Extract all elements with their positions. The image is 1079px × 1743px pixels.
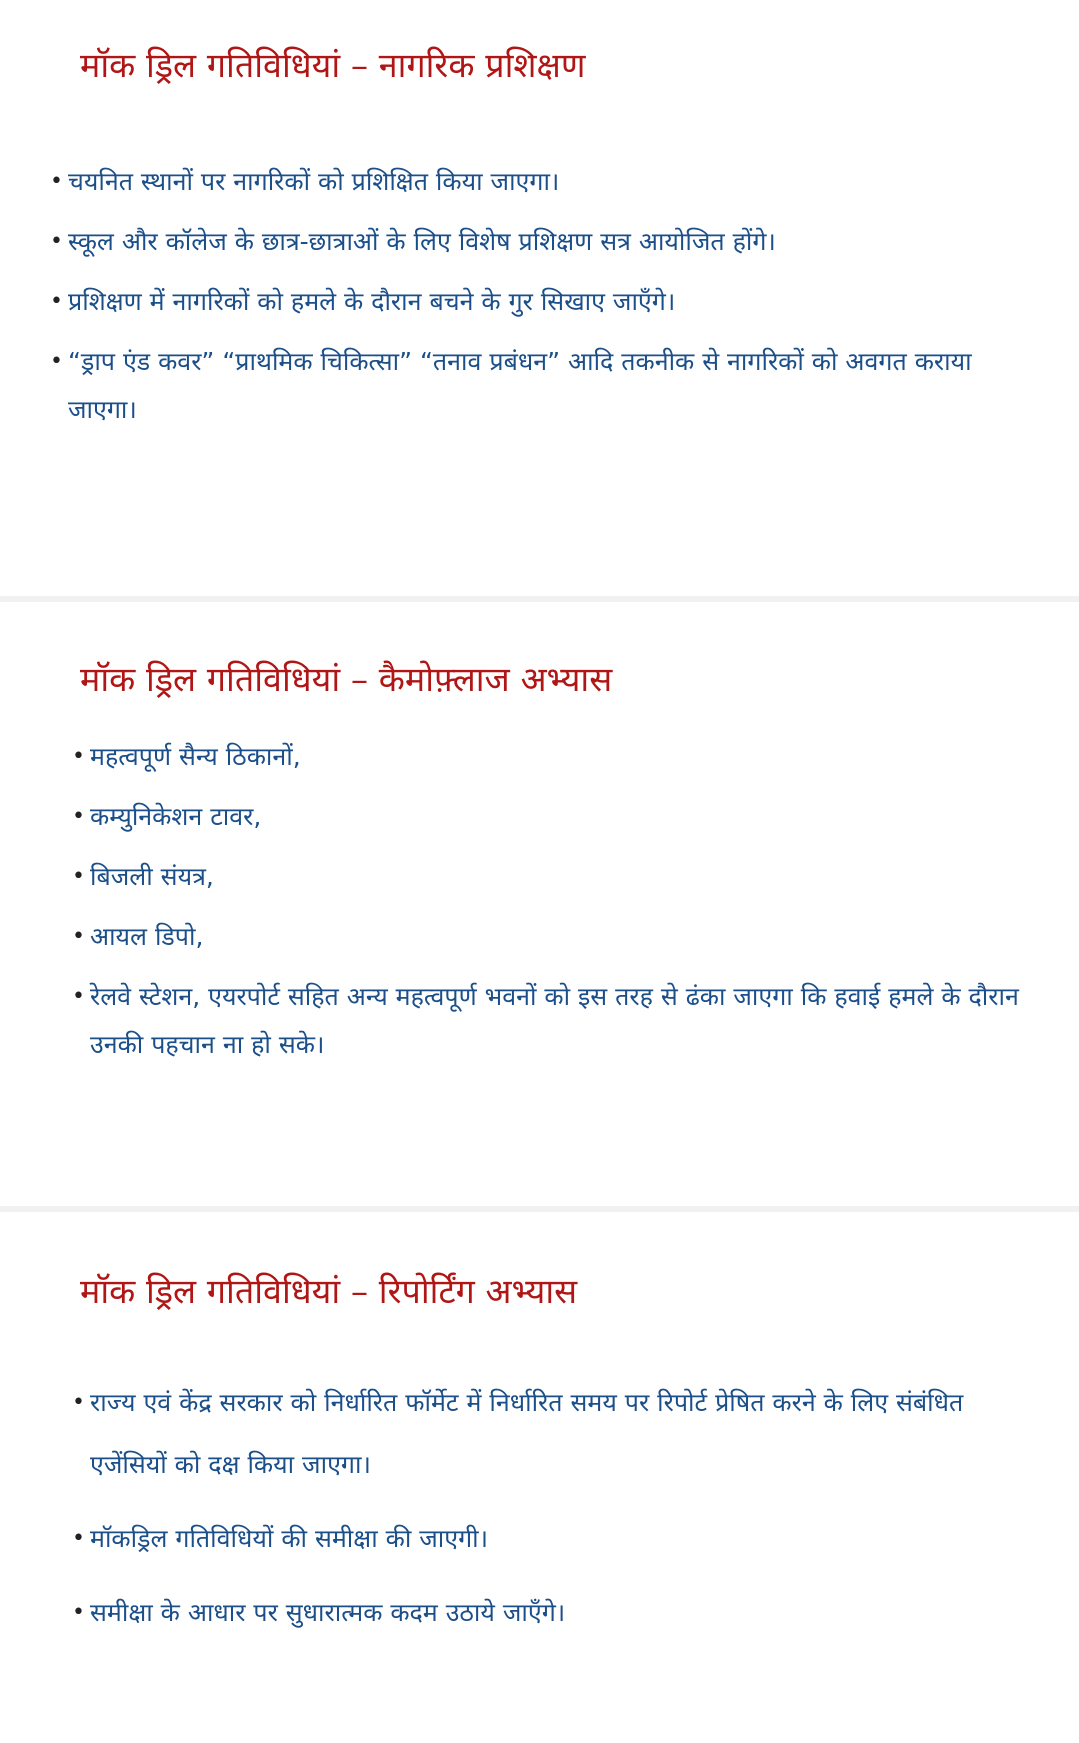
list-item	[50, 338, 1028, 434]
section-heading: मॉक ड्रिल गतिविधियां – कैमोफ़्लाज अभ्यास	[80, 660, 613, 700]
bullet-icon: •	[72, 984, 85, 1009]
bullet-icon: •	[50, 289, 63, 314]
list-item-text: चयनित स्थानों पर नागरिकों को प्रशिक्षित किया जाएगा।	[68, 167, 560, 196]
bullet-list	[50, 158, 1028, 446]
bullet-list	[72, 1372, 1030, 1656]
bullet-icon: •	[72, 744, 85, 769]
list-item	[72, 913, 1030, 961]
bullet-icon: •	[72, 1600, 85, 1625]
bullet-icon: •	[72, 804, 85, 829]
bullet-icon: •	[72, 1390, 85, 1415]
list-item	[72, 1582, 1030, 1644]
list-item	[72, 1508, 1030, 1570]
list-item	[50, 158, 1028, 206]
list-item-text: कम्युनिकेशन टावर,	[90, 802, 262, 831]
bullet-icon: •	[50, 229, 63, 254]
bullet-icon: •	[50, 169, 63, 194]
list-item-text: समीक्षा के आधार पर सुधारात्मक कदम उठाये जाएँगे।	[90, 1598, 566, 1627]
list-item-text: प्रशिक्षण में नागरिकों को हमले के दौरान बचने के गुर सिखाए जाएँगे।	[68, 287, 676, 316]
list-item-text: स्कूल और कॉलेज के छात्र-छात्राओं के लिए विशेष प्रशिक्षण सत्र आयोजित होंगे।	[68, 227, 776, 256]
list-item	[50, 218, 1028, 266]
section-heading: मॉक ड्रिल गतिविधियां – नागरिक प्रशिक्षण	[80, 46, 586, 86]
bullet-icon: •	[72, 1526, 85, 1551]
list-item-text: रेलवे स्टेशन, एयरपोर्ट सहित अन्य महत्वपूर्ण भवनों को इस तरह से ढंका जाएगा कि हवाई हमले के दौरान उनकी पहचान ना हो सके।	[90, 982, 1019, 1059]
list-item	[72, 793, 1030, 841]
list-item-text: मॉकड्रिल गतिविधियों की समीक्षा की जाएगी।	[90, 1524, 489, 1553]
list-item	[50, 278, 1028, 326]
section-civilian-training	[0, 0, 1079, 596]
list-item	[72, 733, 1030, 781]
section-heading: मॉक ड्रिल गतिविधियां – रिपोर्टिंग अभ्यास	[80, 1272, 578, 1312]
list-item	[72, 853, 1030, 901]
list-item	[72, 1372, 1030, 1496]
bullet-icon: •	[72, 924, 85, 949]
list-item-text: बिजली संयत्र,	[90, 862, 214, 891]
bullet-icon: •	[72, 864, 85, 889]
bullet-icon: •	[50, 349, 63, 374]
list-item-text: महत्वपूर्ण सैन्य ठिकानों,	[90, 742, 301, 771]
list-item	[72, 973, 1030, 1069]
bullet-list	[72, 733, 1030, 1081]
list-item-text: आयल डिपो,	[90, 922, 204, 951]
list-item-text: राज्य एवं केंद्र सरकार को निर्धारित फॉर्मेट में निर्धारित समय पर रिपोर्ट प्रेषित करने के लिए संबंधित एजेंसियों को दक्ष किया जाएगा।	[90, 1388, 964, 1479]
list-item-text: “ड्राप एंड कवर” “प्राथमिक चिकित्सा” “तनाव प्रबंधन” आदि तकनीक से नागरिकों को अवगत कराया जाएगा।	[68, 347, 972, 424]
